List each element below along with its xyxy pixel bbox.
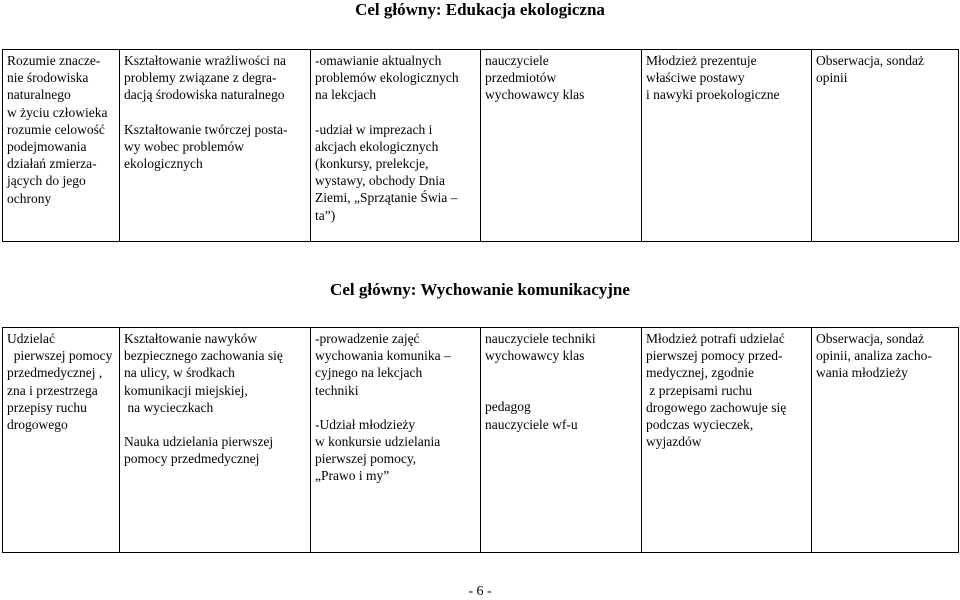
cell-text-line: pierwszej pomocy [7, 348, 113, 364]
cell-text-line: problemów ekologicznych [315, 70, 459, 86]
cell-text-line: Obserwacja, sondaż [816, 53, 924, 68]
cell-text-line: w życiu człowieka [7, 104, 108, 120]
evaluation-cell [812, 328, 959, 553]
cell-text-line: na ulicy, w środkach [124, 365, 235, 381]
cell-text-line: Młodzież prezentuje [646, 53, 757, 68]
cell-text-line: Rozumie znacze- [7, 53, 101, 68]
cell-text-line: cyjnego na lekcjach [315, 365, 423, 381]
responsible-cell [481, 50, 642, 242]
cell-text-line: Kształtowanie twórczej posta- [124, 121, 288, 137]
cell-text-line: dacją środowiska naturalnego [124, 87, 285, 103]
cell-text-line: Nauka udzielania pierwszej [124, 434, 274, 450]
cell-text-line: pierwszej pomocy, [315, 451, 417, 467]
cell-text-line: działań zmierza- [7, 156, 97, 172]
cell-text-line: przepisy ruchu [7, 399, 87, 415]
cell-text-line: pierwszej pomocy przed- [646, 348, 783, 364]
methods-cell [311, 50, 481, 242]
cell-text-line: przedmedycznej , [7, 365, 103, 381]
cell-text-line: wy wobec problemów [124, 138, 244, 154]
cell-text-line: Udzielać [7, 331, 55, 346]
responsible-cell [481, 328, 642, 553]
section-title-ecology: Cel główny: Edukacja ekologiczna [355, 0, 605, 19]
cell-text-line: wychowawcy klas [485, 87, 585, 103]
tasks-cell [120, 50, 311, 242]
cell-text-line: na lekcjach [315, 87, 377, 103]
cell-text-line: podczas wycieczek, [646, 417, 754, 433]
page-number: - 6 - [468, 584, 492, 599]
section-title-traffic: Cel główny: Wychowanie komunikacyjne [330, 280, 630, 299]
cell-text-line: w konkursie udzielania [315, 434, 441, 450]
cell-text-line: ekologicznych [124, 156, 203, 172]
cell-text-line: problemy związane z degra- [124, 70, 277, 86]
cell-text-line: pomocy przedmedycznej [124, 451, 260, 467]
cell-text-line: Kształtowanie nawyków [124, 331, 258, 346]
cell-text-line: podejmowania [7, 139, 87, 155]
tasks-cell [120, 328, 311, 553]
cell-text-line: -prowadzenie zajęć [315, 331, 420, 346]
ecology-table [2, 49, 959, 242]
cell-text-line: wania młodzieży [816, 365, 908, 381]
outcomes-cell [642, 50, 812, 242]
cell-text-line: nauczyciele [485, 53, 549, 68]
cell-text-line: z przepisami ruchu [646, 382, 753, 398]
cell-text-line: komunikacji miejskiej, [124, 382, 248, 398]
cell-text-line: właściwe postawy [646, 70, 745, 86]
outcomes-cell [642, 328, 812, 553]
cell-text-line: wychowawcy klas [485, 348, 585, 364]
evaluation-cell [812, 50, 959, 242]
cell-text-line: pedagog [485, 399, 531, 415]
cell-text-line: na wycieczkach [124, 399, 214, 415]
cell-text-line: wyjazdów [646, 434, 702, 450]
cell-text-line: „Prawo i my” [315, 468, 390, 484]
cell-text-line: -omawianie aktualnych [315, 53, 442, 68]
traffic-table [2, 327, 959, 553]
cell-text-line: wychowania komunika – [315, 348, 451, 364]
cell-text-line: ta”) [315, 207, 336, 223]
cell-text-line: techniki [315, 382, 359, 398]
cell-text-line: Ziemi, „Sprzątanie Świa – [315, 190, 458, 206]
cell-text-line: drogowego [7, 417, 68, 433]
cell-text-line: bezpiecznego zachowania się [124, 348, 283, 364]
cell-text-line: nauczyciele wf-u [485, 416, 578, 432]
goal-cell [3, 328, 120, 553]
cell-text-line: medycznej, zgodnie [646, 365, 754, 381]
methods-cell [311, 328, 481, 553]
cell-text-line: Kształtowanie wrażliwości na [124, 53, 286, 68]
cell-text-line: naturalnego [7, 87, 71, 103]
cell-text-line: przedmiotów [485, 70, 557, 86]
table-row [3, 328, 959, 553]
cell-text-line: Młodzież potrafi udzielać [646, 331, 785, 346]
cell-text-line: opinii [816, 70, 848, 86]
goal-cell [3, 50, 120, 242]
cell-text-line: -Udział młodzieży [315, 416, 416, 432]
cell-text-line: ochrony [7, 190, 52, 206]
cell-text-line: (konkursy, prelekcje, [315, 156, 429, 172]
cell-text-line: i nawyki proekologiczne [646, 87, 780, 103]
cell-text-line: -udział w imprezach i [315, 121, 433, 137]
cell-text-line: drogowego zachowuje się [646, 399, 787, 415]
cell-text-line: nauczyciele techniki [485, 331, 596, 346]
cell-text-line: wystawy, obchody Dnia [315, 173, 445, 189]
cell-text-line: zna i przestrzega [7, 382, 98, 398]
cell-text-line: jących do jego [7, 173, 86, 189]
table-row [3, 50, 959, 242]
cell-text-line: Obserwacja, sondaż [816, 331, 924, 346]
cell-text-line: rozumie celowość [7, 121, 105, 137]
cell-text-line: opinii, analiza zacho- [816, 348, 932, 364]
cell-text-line: nie środowiska [7, 70, 89, 86]
cell-text-line: akcjach ekologicznych [315, 138, 439, 154]
